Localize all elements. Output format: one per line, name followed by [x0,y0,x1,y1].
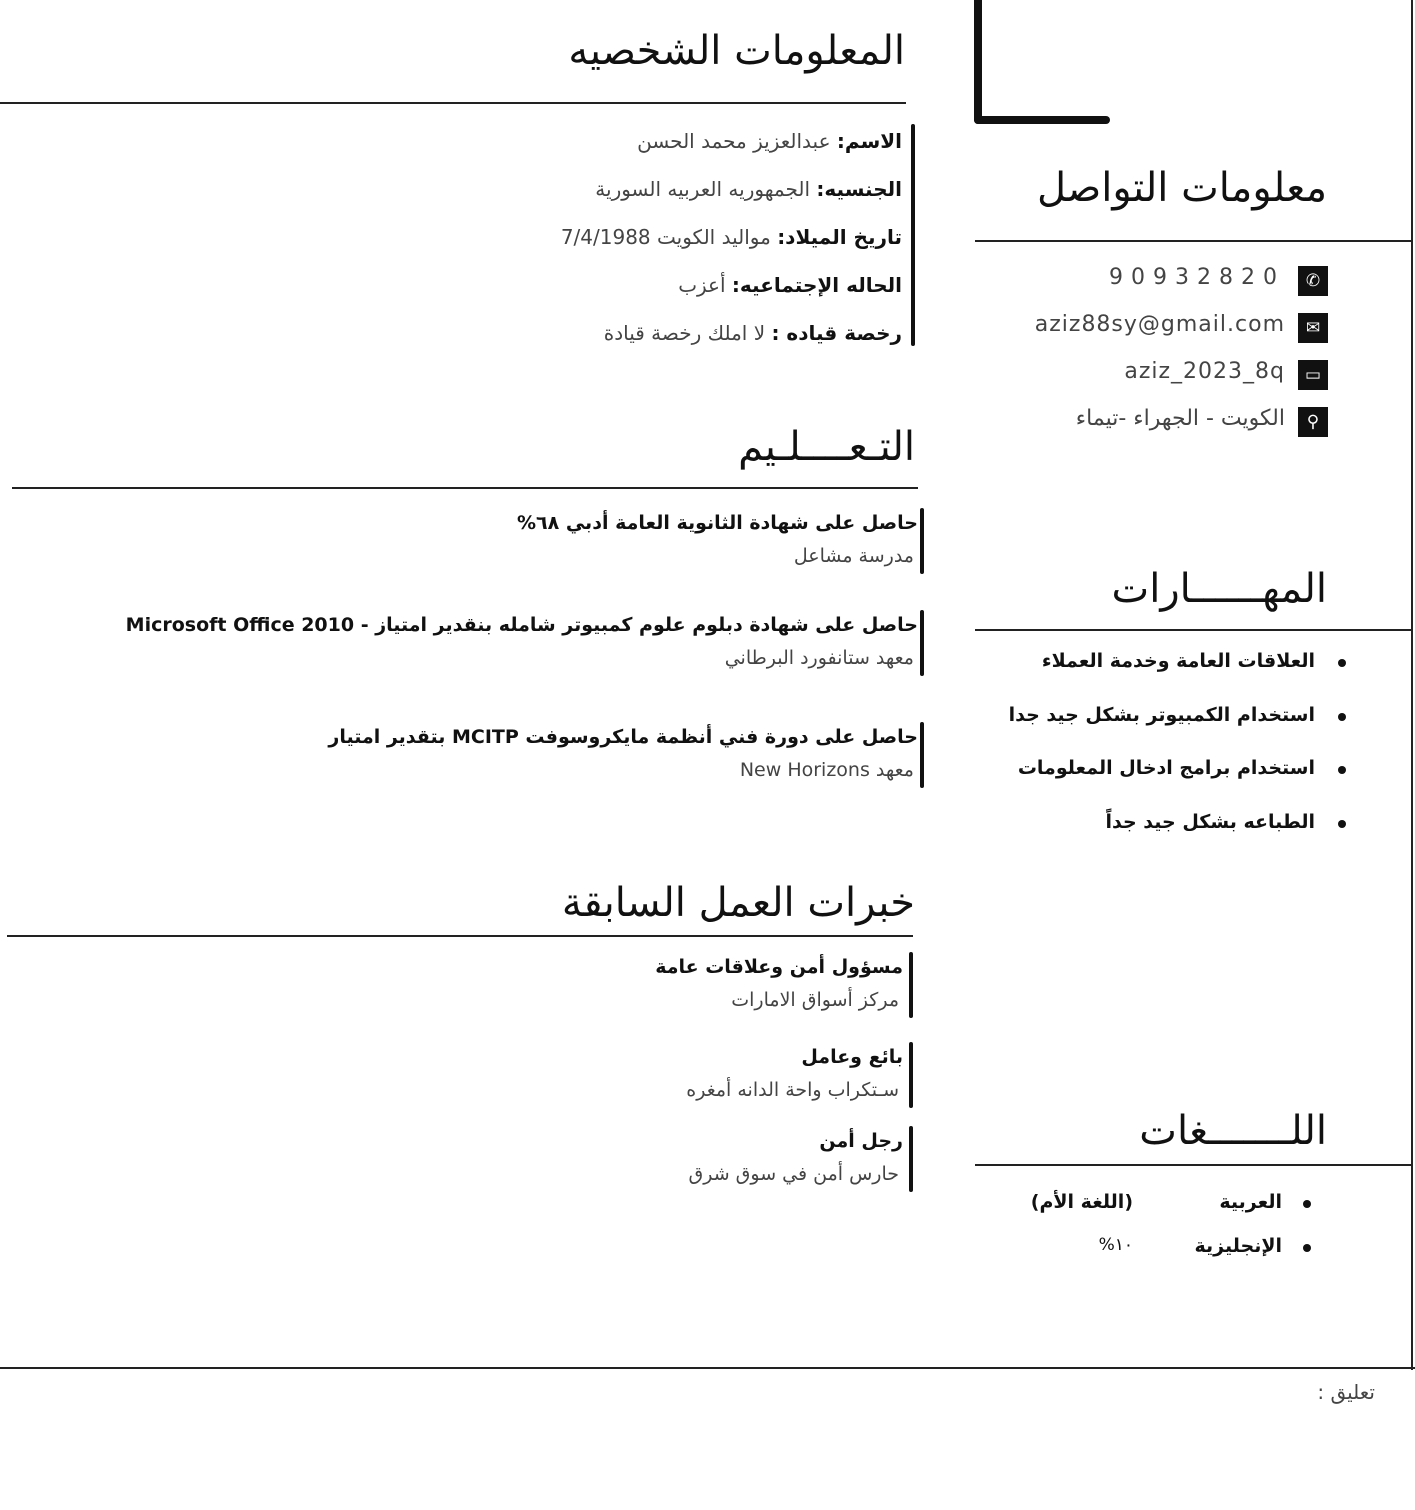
education-heading: التـعــــلـيم [738,424,915,470]
contact-value: الكويت - الجهراء -تيماء [1075,406,1285,431]
entry-bar [920,722,924,788]
laptop-icon: ▭ [1298,360,1328,390]
contact-value: 90932820 [1109,265,1285,290]
field-label: الاسم: [836,129,902,153]
entry-place: مدرسة مشاعل [793,545,914,567]
language-level: ١٠% [1098,1235,1133,1255]
personal-info-row [595,176,902,202]
entry-place: حارس أمن في سوق شرق [688,1163,899,1185]
personal-info-row [604,320,902,346]
skill-item: استخدام برامج ادخال المعلومات [1017,757,1315,779]
entry-place: سـتكراب واحة الدانه أمغره [686,1079,899,1101]
location-pin-icon: ⚲ [1298,407,1328,437]
personal-info-row [637,128,902,154]
entry-bar [909,1126,913,1192]
skills-heading: المهــــــارات [1111,566,1327,612]
field-value: مواليد الكويت 7/4/1988 [560,225,771,249]
field-label: رخصة قياده : [771,321,902,345]
entry-bar [909,1042,913,1108]
divider [0,102,906,104]
entry-title: بائع وعامل [801,1046,903,1068]
entry-title: حاصل على شهادة دبلوم علوم كمبيوتر شامله بنقدير امتياز - Microsoft Office 2010 [125,614,918,636]
divider [975,240,1412,242]
language-level: (اللغة الأم) [1030,1191,1133,1213]
email-icon: ✉ [1298,313,1328,343]
divider [975,1164,1412,1166]
bullet-icon [1303,1200,1311,1208]
field-value: عبدالعزيز محمد الحسن [637,129,831,153]
bullet-icon [1338,659,1346,667]
field-value: لا املك رخصة قيادة [603,321,766,345]
entry-title: حاصل على دورة فني أنظمة مايكروسوفت MCITP بتقدير امتيار [328,726,918,748]
divider [12,487,918,489]
field-label: الحاله الإجتماعيه: [731,273,902,297]
entry-bar [920,610,924,676]
skill-item: العلاقات العامة وخدمة العملاء [1041,650,1315,672]
corner-mark [974,0,982,124]
contact-value: aziz_2023_8q [1124,359,1285,384]
entry-bar [909,952,913,1018]
comment-label: تعليق : [1317,1380,1375,1404]
corner-mark [974,116,1110,124]
contact-heading: معلومات التواصل [1036,165,1327,211]
field-value: الجمهوريه العربيه السورية [595,177,811,201]
language-name: الإنجليزية [1194,1235,1282,1257]
field-value: أعزب [678,273,726,297]
bullet-icon [1338,713,1346,721]
entry-place: معهد New Horizons [739,759,914,781]
entry-place: مركز أسواق الامارات [731,989,899,1011]
language-name: العربية [1219,1191,1282,1213]
field-label: تاريخ الميلاد: [777,225,902,249]
bullet-icon [1303,1244,1311,1252]
skill-item: الطباعه بشكل جيد جداً [1105,810,1315,833]
bullet-icon [1338,820,1346,828]
entry-title: حاصل على شهادة الثانوية العامة أدبي ٦٨% [516,512,918,534]
personal-heading: المعلومات الشخصيه [568,28,905,74]
phone-icon: ✆ [1298,266,1328,296]
field-label: الجنسيه: [816,177,902,201]
personal-info-row [561,224,902,250]
footer-divider [0,1367,1415,1369]
section-bar [911,124,915,346]
entry-title: مسؤول أمن وعلاقات عامة [655,956,903,978]
divider [7,935,913,937]
skill-item: استخدام الكمبيوتر بشكل جيد جدا [1008,703,1315,726]
experience-heading: خبرات العمل السابقة [561,880,915,926]
entry-bar [920,508,924,574]
entry-place: معهد ستانفورد البرطاني [724,647,914,669]
bullet-icon [1338,766,1346,774]
divider [975,629,1412,631]
languages-heading: اللـــــــغات [1139,1108,1327,1154]
entry-title: رجل أمن [819,1130,903,1152]
personal-info-row [678,272,902,298]
contact-value: aziz88sy@gmail.com [1034,312,1285,337]
